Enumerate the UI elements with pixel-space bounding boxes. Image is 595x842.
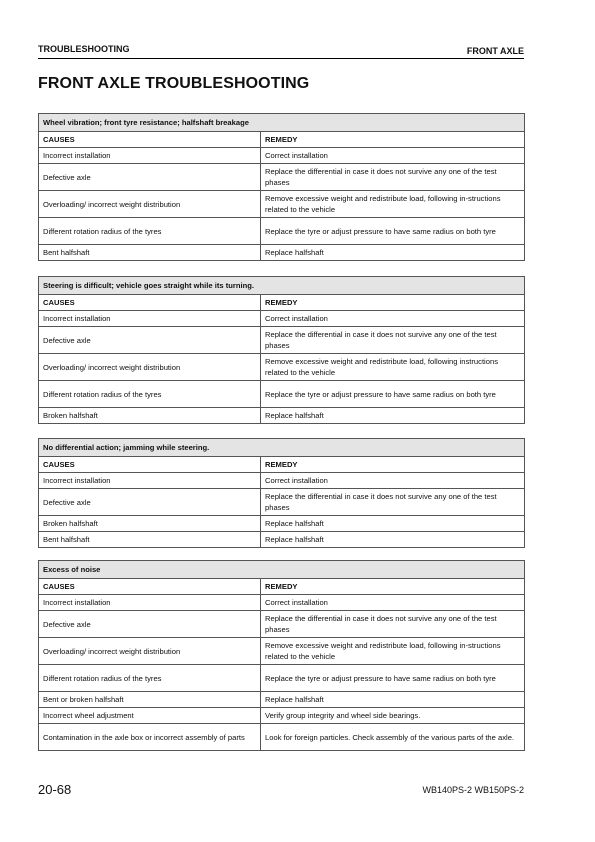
cause-cell: Different rotation radius of the tyres bbox=[39, 381, 261, 408]
cause-cell: Defective axle bbox=[39, 327, 261, 354]
cause-cell: Defective axle bbox=[39, 164, 261, 191]
table-row bbox=[39, 724, 525, 751]
cause-cell: Overloading/ incorrect weight distribution bbox=[39, 638, 261, 665]
cause-cell: Overloading/ incorrect weight distribution bbox=[39, 354, 261, 381]
cause-cell: Different rotation radius of the tyres bbox=[39, 218, 261, 245]
column-header-row bbox=[39, 295, 525, 311]
remedy-cell: Remove excessive weight and redistribute load, following in-structions related to the vehicle bbox=[261, 638, 525, 665]
page-title: FRONT AXLE TROUBLESHOOTING bbox=[38, 75, 310, 92]
remedy-cell: Replace the tyre or adjust pressure to have same radius on both tyre bbox=[261, 218, 525, 245]
remedy-cell: Correct installation bbox=[261, 311, 525, 327]
troubleshooting-table bbox=[38, 113, 525, 261]
remedy-cell: Look for foreign particles. Check assembly of the various parts of the axle. bbox=[261, 724, 525, 751]
remedy-cell: Replace halfshaft bbox=[261, 408, 525, 424]
section-heading-row bbox=[39, 561, 525, 579]
section-heading-row bbox=[39, 277, 525, 295]
causes-header: CAUSES bbox=[39, 132, 261, 148]
remedy-cell: Replace halfshaft bbox=[261, 532, 525, 548]
table-row bbox=[39, 638, 525, 665]
table-row bbox=[39, 191, 525, 218]
cause-cell: Contamination in the axle box or incorrect assembly of parts bbox=[39, 724, 261, 751]
section-heading-row bbox=[39, 439, 525, 457]
remedy-cell: Verify group integrity and wheel side bearings. bbox=[261, 708, 525, 724]
cause-cell: Different rotation radius of the tyres bbox=[39, 665, 261, 692]
cause-cell: Defective axle bbox=[39, 489, 261, 516]
table-row bbox=[39, 218, 525, 245]
table-row bbox=[39, 516, 525, 532]
cause-cell: Bent halfshaft bbox=[39, 245, 261, 261]
table-row bbox=[39, 311, 525, 327]
troubleshooting-table bbox=[38, 438, 525, 548]
remedy-cell: Replace halfshaft bbox=[261, 516, 525, 532]
cause-cell: Incorrect installation bbox=[39, 473, 261, 489]
model-label: WB140PS-2 WB150PS-2 bbox=[422, 785, 524, 795]
column-header-row bbox=[39, 132, 525, 148]
troubleshooting-table bbox=[38, 560, 525, 751]
table-row bbox=[39, 665, 525, 692]
remedy-cell: Correct installation bbox=[261, 473, 525, 489]
table-row bbox=[39, 164, 525, 191]
header-section-label: TROUBLESHOOTING bbox=[38, 44, 130, 54]
table-row bbox=[39, 327, 525, 354]
table-row bbox=[39, 489, 525, 516]
remedy-cell: Replace the tyre or adjust pressure to have same radius on both tyre bbox=[261, 381, 525, 408]
remedy-cell: Replace the differential in case it does not survive any one of the test phases bbox=[261, 164, 525, 191]
remedy-cell: Correct installation bbox=[261, 595, 525, 611]
remedy-cell: Replace halfshaft bbox=[261, 692, 525, 708]
section-heading: Excess of noise bbox=[39, 561, 525, 579]
cause-cell: Incorrect installation bbox=[39, 148, 261, 164]
column-header-row bbox=[39, 457, 525, 473]
remedy-cell: Replace the differential in case it does not survive any one of the test phases bbox=[261, 489, 525, 516]
remedy-header: REMEDY bbox=[261, 457, 525, 473]
troubleshooting-table bbox=[38, 276, 525, 424]
cause-cell: Incorrect wheel adjustment bbox=[39, 708, 261, 724]
table-row bbox=[39, 381, 525, 408]
table-row bbox=[39, 532, 525, 548]
remedy-cell: Replace halfshaft bbox=[261, 245, 525, 261]
remedy-cell: Replace the differential in case it does not survive any one of the test phases bbox=[261, 327, 525, 354]
cause-cell: Bent or broken halfshaft bbox=[39, 692, 261, 708]
cause-cell: Overloading/ incorrect weight distribution bbox=[39, 191, 261, 218]
causes-header: CAUSES bbox=[39, 579, 261, 595]
table-row bbox=[39, 408, 525, 424]
cause-cell: Broken halfshaft bbox=[39, 408, 261, 424]
remedy-cell: Correct installation bbox=[261, 148, 525, 164]
page-number: 20-68 bbox=[38, 782, 72, 797]
header-chapter-label: FRONT AXLE bbox=[466, 46, 524, 56]
column-header-row bbox=[39, 579, 525, 595]
cause-cell: Incorrect installation bbox=[39, 311, 261, 327]
remedy-header: REMEDY bbox=[261, 295, 525, 311]
section-heading: Steering is difficult; vehicle goes straight while its turning. bbox=[39, 277, 525, 295]
cause-cell: Broken halfshaft bbox=[39, 516, 261, 532]
remedy-cell: Remove excessive weight and redistribute load, following in-structions related to the vehicle bbox=[261, 191, 525, 218]
cause-cell: Incorrect installation bbox=[39, 595, 261, 611]
causes-header: CAUSES bbox=[39, 295, 261, 311]
table-row bbox=[39, 245, 525, 261]
table-row bbox=[39, 473, 525, 489]
table-row bbox=[39, 692, 525, 708]
remedy-header: REMEDY bbox=[261, 132, 525, 148]
table-row bbox=[39, 708, 525, 724]
causes-header: CAUSES bbox=[39, 457, 261, 473]
table-row bbox=[39, 148, 525, 164]
section-heading-row bbox=[39, 114, 525, 132]
section-heading: No differential action; jamming while steering. bbox=[39, 439, 525, 457]
remedy-cell: Replace the tyre or adjust pressure to have same radius on both tyre bbox=[261, 665, 525, 692]
page-header bbox=[38, 44, 524, 59]
table-row bbox=[39, 354, 525, 381]
cause-cell: Defective axle bbox=[39, 611, 261, 638]
remedy-cell: Remove excessive weight and redistribute load, following instructions related to the vehicle bbox=[261, 354, 525, 381]
remedy-cell: Replace the differential in case it does not survive any one of the test phases bbox=[261, 611, 525, 638]
table-row bbox=[39, 595, 525, 611]
remedy-header: REMEDY bbox=[261, 579, 525, 595]
cause-cell: Bent halfshaft bbox=[39, 532, 261, 548]
section-heading: Wheel vibration; front tyre resistance; halfshaft breakage bbox=[39, 114, 525, 132]
table-row bbox=[39, 611, 525, 638]
